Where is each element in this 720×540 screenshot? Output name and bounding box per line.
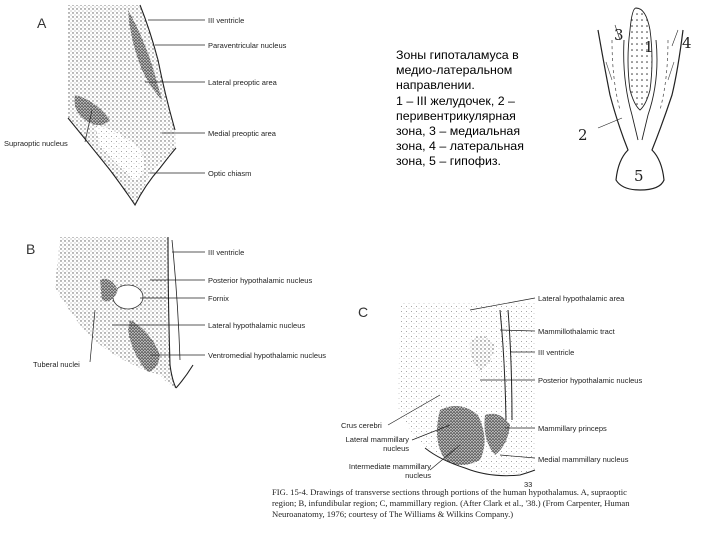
label-b-ventromedial: Ventromedial hypothalamic nucleus [208, 351, 326, 360]
zone-number-4: 4 [682, 34, 692, 52]
panel-b-fornix-shape [113, 285, 143, 309]
zones-description-line: направлении. [396, 78, 475, 93]
panel-c-mammillary-shape [437, 406, 485, 465]
panel-a-letter: A [37, 15, 47, 31]
zones-description-line: зона, 4 – латеральная [396, 139, 524, 154]
caption-line: Neuroanatomy, 1976; courtesy of The Williams & Wilkins Company.) [272, 509, 514, 519]
zone-number-3: 3 [614, 26, 624, 44]
label-c-lateral-mammillary-2: nucleus [383, 444, 409, 453]
label-a-ventricle: III ventricle [208, 16, 245, 25]
label-c-mammillothalamic: Mammillothalamic tract [538, 327, 615, 336]
panel-c-letter: C [358, 304, 369, 320]
label-a-paraventricular: Paraventricular nucleus [208, 41, 287, 50]
hypothalamus-zones-diagram [598, 8, 683, 190]
label-b-posterior: Posterior hypothalamic nucleus [208, 276, 313, 285]
label-a-optic-chiasm: Optic chiasm [208, 169, 252, 178]
label-b-lateral: Lateral hypothalamic nucleus [208, 321, 306, 330]
label-c-lateral-mammillary-1: Lateral mammillary [345, 435, 409, 444]
zone-number-2: 2 [578, 126, 588, 144]
zone-1-ventricle [628, 8, 652, 110]
label-c-intermediate-2: nucleus [405, 471, 431, 480]
label-c-princeps: Mammillary princeps [538, 424, 607, 433]
label-c-medial-mammillary: Medial mammillary nucleus [538, 455, 629, 464]
zones-description-line: зона, 3 – медиальная [396, 124, 521, 139]
label-a-lateral-preoptic: Lateral preoptic area [208, 78, 277, 87]
figure-caption [272, 487, 718, 520]
zones-description-line: зона, 5 – гипофиз. [396, 154, 501, 169]
zones-description-line: перивентрикулярная [396, 108, 516, 123]
label-a-supraoptic: Supraoptic nucleus [4, 139, 68, 148]
zone-number-5: 5 [634, 167, 644, 185]
label-c-ventricle: III ventricle [538, 348, 575, 357]
label-c-posterior: Posterior hypothalamic nucleus [538, 376, 643, 385]
label-b-fornix: Fornix [208, 294, 229, 303]
panel-c-drawing [388, 298, 535, 476]
label-a-medial-preoptic: Medial preoptic area [208, 129, 276, 138]
label-c-lateral-area: Lateral hypothalamic area [538, 294, 625, 303]
label-c-crus: Crus cerebri [341, 421, 382, 430]
zone-number-1: 1 [644, 38, 654, 56]
zones-description-line: медио-латеральном [396, 63, 513, 78]
label-b-tuberal: Tuberal nuclei [33, 360, 80, 369]
zones-description-line: Зоны гипоталамуса в [396, 48, 519, 62]
label-c-intermediate-1: Intermediate mammillary [348, 462, 431, 471]
zones-description [396, 48, 576, 170]
panel-a-drawing [68, 5, 205, 205]
label-c-page-mark: 33 [524, 480, 533, 489]
panel-b-letter: B [26, 241, 36, 257]
caption-line: FIG. 15-4. Drawings of transverse sections through portions of the human hypothalamus. A, supraoptic [272, 487, 627, 497]
zones-description-line: 1 – III желудочек, 2 – [396, 93, 515, 108]
caption-line: region; B, infundibular region; C, mammillary region. (After Clark et al., '38.) (From Carpenter, Human [272, 498, 630, 508]
label-b-ventricle: III ventricle [208, 248, 245, 257]
